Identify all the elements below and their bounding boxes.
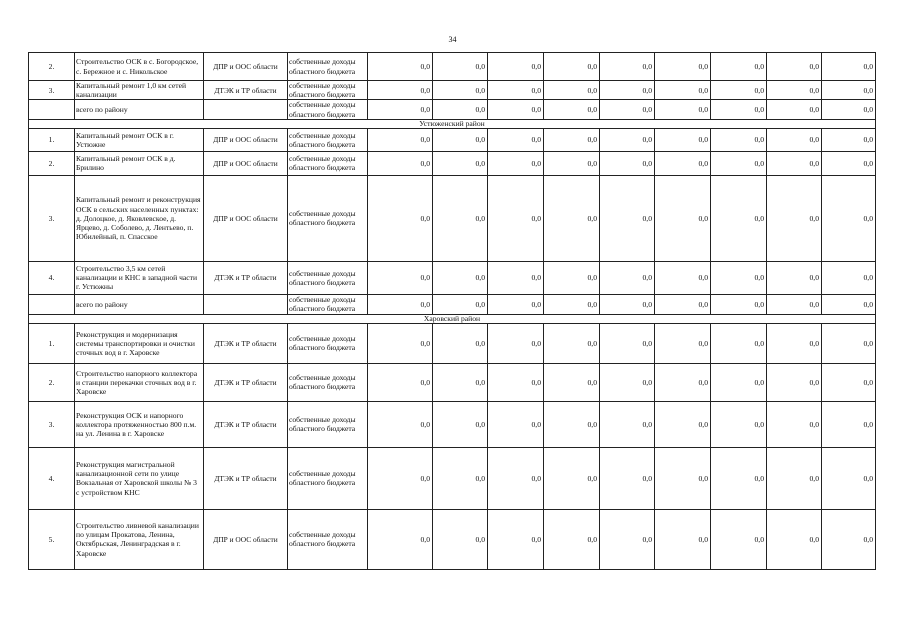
table-row <box>29 509 876 569</box>
responsible-org: ДТЭК и ТР области <box>204 323 288 363</box>
funding-source: собственные доходы областного бюджета <box>288 261 368 294</box>
amount-cell: 0,0 <box>655 151 711 175</box>
amount-cell: 0,0 <box>711 323 767 363</box>
amount-cell: 0,0 <box>544 447 600 509</box>
program-table <box>28 52 876 570</box>
amount-cell: 0,0 <box>655 81 711 100</box>
amount-cell: 0,0 <box>544 100 600 119</box>
amount-cell: 0,0 <box>822 151 876 175</box>
project-title: всего по району <box>75 294 204 314</box>
amount-cell: 0,0 <box>433 100 488 119</box>
funding-source: собственные доходы областного бюджета <box>288 151 368 175</box>
district-header-row <box>29 314 876 323</box>
row-number: 5. <box>29 509 75 569</box>
amount-cell: 0,0 <box>655 100 711 119</box>
amount-cell: 0,0 <box>600 323 655 363</box>
amount-cell: 0,0 <box>767 323 822 363</box>
amount-cell: 0,0 <box>544 401 600 447</box>
table-row <box>29 151 876 175</box>
amount-cell: 0,0 <box>767 53 822 81</box>
funding-source: собственные доходы областного бюджета <box>288 323 368 363</box>
amount-cell: 0,0 <box>600 53 655 81</box>
amount-cell: 0,0 <box>767 100 822 119</box>
amount-cell: 0,0 <box>488 261 544 294</box>
amount-cell: 0,0 <box>544 128 600 151</box>
project-title: Капитальный ремонт 1,0 км сетей канализации <box>75 81 204 100</box>
amount-cell: 0,0 <box>488 53 544 81</box>
responsible-org <box>204 294 288 314</box>
amount-cell: 0,0 <box>767 509 822 569</box>
amount-cell: 0,0 <box>600 447 655 509</box>
amount-cell: 0,0 <box>433 53 488 81</box>
amount-cell: 0,0 <box>368 447 433 509</box>
amount-cell: 0,0 <box>368 509 433 569</box>
amount-cell: 0,0 <box>655 294 711 314</box>
amount-cell: 0,0 <box>711 509 767 569</box>
amount-cell: 0,0 <box>433 128 488 151</box>
project-title: Капитальный ремонт и реконструкция ОСК в сельских населенных пунктах: д. Долоцкое, д. Яковлевское, д. Ярцево, д. Соболево, д. Лентьево, п. Юбилейный, п. Спасское <box>75 175 204 261</box>
amount-cell: 0,0 <box>488 294 544 314</box>
amount-cell: 0,0 <box>655 509 711 569</box>
amount-cell: 0,0 <box>368 100 433 119</box>
funding-source: собственные доходы областного бюджета <box>288 447 368 509</box>
amount-cell: 0,0 <box>600 100 655 119</box>
amount-cell: 0,0 <box>767 81 822 100</box>
amount-cell: 0,0 <box>544 53 600 81</box>
amount-cell: 0,0 <box>544 363 600 401</box>
responsible-org: ДПР и ООС области <box>204 53 288 81</box>
row-number <box>29 100 75 119</box>
amount-cell: 0,0 <box>767 151 822 175</box>
project-title: Строительство ОСК в с. Богородское, с. Бережное и с. Никольское <box>75 53 204 81</box>
amount-cell: 0,0 <box>655 53 711 81</box>
table-row <box>29 81 876 100</box>
amount-cell: 0,0 <box>655 175 711 261</box>
row-number: 3. <box>29 401 75 447</box>
amount-cell: 0,0 <box>711 81 767 100</box>
project-title: Капитальный ремонт ОСК в д. Брилино <box>75 151 204 175</box>
amount-cell: 0,0 <box>600 401 655 447</box>
amount-cell: 0,0 <box>433 175 488 261</box>
amount-cell: 0,0 <box>767 261 822 294</box>
amount-cell: 0,0 <box>822 53 876 81</box>
amount-cell: 0,0 <box>822 294 876 314</box>
amount-cell: 0,0 <box>711 100 767 119</box>
amount-cell: 0,0 <box>711 447 767 509</box>
amount-cell: 0,0 <box>711 128 767 151</box>
amount-cell: 0,0 <box>368 53 433 81</box>
project-title: Реконструкция магистральной канализационной сети по улице Вокзальная от Харовской школы № 3 с устройством КНС <box>75 447 204 509</box>
row-number: 2. <box>29 363 75 401</box>
table-row <box>29 175 876 261</box>
amount-cell: 0,0 <box>655 128 711 151</box>
amount-cell: 0,0 <box>368 401 433 447</box>
responsible-org: ДПР и ООС области <box>204 175 288 261</box>
amount-cell: 0,0 <box>822 81 876 100</box>
amount-cell: 0,0 <box>711 151 767 175</box>
row-number: 1. <box>29 323 75 363</box>
amount-cell: 0,0 <box>711 261 767 294</box>
amount-cell: 0,0 <box>655 447 711 509</box>
amount-cell: 0,0 <box>655 401 711 447</box>
table-row <box>29 447 876 509</box>
amount-cell: 0,0 <box>600 509 655 569</box>
amount-cell: 0,0 <box>488 447 544 509</box>
amount-cell: 0,0 <box>600 151 655 175</box>
table-row <box>29 323 876 363</box>
row-number: 3. <box>29 175 75 261</box>
amount-cell: 0,0 <box>822 175 876 261</box>
district-name: Харовский район <box>29 314 876 323</box>
amount-cell: 0,0 <box>767 401 822 447</box>
amount-cell: 0,0 <box>368 294 433 314</box>
funding-source: собственные доходы областного бюджета <box>288 100 368 119</box>
amount-cell: 0,0 <box>600 363 655 401</box>
amount-cell: 0,0 <box>433 81 488 100</box>
amount-cell: 0,0 <box>655 261 711 294</box>
amount-cell: 0,0 <box>368 81 433 100</box>
funding-source: собственные доходы областного бюджета <box>288 175 368 261</box>
amount-cell: 0,0 <box>488 323 544 363</box>
amount-cell: 0,0 <box>711 294 767 314</box>
amount-cell: 0,0 <box>488 100 544 119</box>
project-title: Реконструкция ОСК и напорного коллектора протяженностью 800 п.м. на ул. Ленина в г. Харовске <box>75 401 204 447</box>
district-header-row <box>29 119 876 128</box>
amount-cell: 0,0 <box>433 294 488 314</box>
amount-cell: 0,0 <box>767 294 822 314</box>
table-row <box>29 363 876 401</box>
responsible-org: ДПР и ООС области <box>204 509 288 569</box>
amount-cell: 0,0 <box>767 128 822 151</box>
amount-cell: 0,0 <box>368 363 433 401</box>
amount-cell: 0,0 <box>544 261 600 294</box>
amount-cell: 0,0 <box>368 323 433 363</box>
amount-cell: 0,0 <box>822 509 876 569</box>
amount-cell: 0,0 <box>822 401 876 447</box>
row-number: 2. <box>29 151 75 175</box>
table-row <box>29 294 876 314</box>
amount-cell: 0,0 <box>368 175 433 261</box>
funding-source: собственные доходы областного бюджета <box>288 363 368 401</box>
project-title: Реконструкция и модернизация системы транспортировки и очистки сточных вод в г. Харовске <box>75 323 204 363</box>
amount-cell: 0,0 <box>368 261 433 294</box>
responsible-org: ДТЭК и ТР области <box>204 363 288 401</box>
amount-cell: 0,0 <box>600 175 655 261</box>
amount-cell: 0,0 <box>433 509 488 569</box>
table-row <box>29 261 876 294</box>
amount-cell: 0,0 <box>822 128 876 151</box>
amount-cell: 0,0 <box>600 261 655 294</box>
funding-source: собственные доходы областного бюджета <box>288 294 368 314</box>
responsible-org: ДТЭК и ТР области <box>204 261 288 294</box>
amount-cell: 0,0 <box>544 175 600 261</box>
amount-cell: 0,0 <box>488 151 544 175</box>
amount-cell: 0,0 <box>544 509 600 569</box>
row-number <box>29 294 75 314</box>
amount-cell: 0,0 <box>488 128 544 151</box>
amount-cell: 0,0 <box>655 323 711 363</box>
responsible-org: ДТЭК и ТР области <box>204 401 288 447</box>
amount-cell: 0,0 <box>433 447 488 509</box>
project-title: Капитальный ремонт ОСК в г. Устюжне <box>75 128 204 151</box>
amount-cell: 0,0 <box>488 363 544 401</box>
project-title: всего по району <box>75 100 204 119</box>
amount-cell: 0,0 <box>488 509 544 569</box>
amount-cell: 0,0 <box>822 363 876 401</box>
amount-cell: 0,0 <box>433 151 488 175</box>
table-row <box>29 128 876 151</box>
amount-cell: 0,0 <box>711 175 767 261</box>
responsible-org: ДПР и ООС области <box>204 128 288 151</box>
amount-cell: 0,0 <box>711 401 767 447</box>
page-number: 34 <box>448 35 457 44</box>
responsible-org: ДТЭК и ТР области <box>204 447 288 509</box>
amount-cell: 0,0 <box>822 261 876 294</box>
responsible-org <box>204 100 288 119</box>
district-name: Устюженский район <box>29 119 876 128</box>
table-row <box>29 401 876 447</box>
funding-source: собственные доходы областного бюджета <box>288 401 368 447</box>
amount-cell: 0,0 <box>600 294 655 314</box>
amount-cell: 0,0 <box>600 128 655 151</box>
amount-cell: 0,0 <box>711 363 767 401</box>
amount-cell: 0,0 <box>767 447 822 509</box>
amount-cell: 0,0 <box>544 151 600 175</box>
table-row <box>29 53 876 81</box>
amount-cell: 0,0 <box>767 363 822 401</box>
amount-cell: 0,0 <box>433 323 488 363</box>
responsible-org: ДПР и ООС области <box>204 151 288 175</box>
amount-cell: 0,0 <box>488 401 544 447</box>
row-number: 2. <box>29 53 75 81</box>
amount-cell: 0,0 <box>433 363 488 401</box>
amount-cell: 0,0 <box>822 323 876 363</box>
row-number: 4. <box>29 447 75 509</box>
funding-source: собственные доходы областного бюджета <box>288 128 368 151</box>
amount-cell: 0,0 <box>488 175 544 261</box>
amount-cell: 0,0 <box>655 363 711 401</box>
amount-cell: 0,0 <box>544 81 600 100</box>
amount-cell: 0,0 <box>544 323 600 363</box>
project-title: Строительство ливневой канализации по улицам Прокатова, Ленина, Октябрьская, Ленинградская в г. Харовске <box>75 509 204 569</box>
amount-cell: 0,0 <box>368 151 433 175</box>
amount-cell: 0,0 <box>822 447 876 509</box>
row-number: 3. <box>29 81 75 100</box>
funding-source: собственные доходы областного бюджета <box>288 509 368 569</box>
amount-cell: 0,0 <box>433 261 488 294</box>
amount-cell: 0,0 <box>368 128 433 151</box>
table-row <box>29 100 876 119</box>
amount-cell: 0,0 <box>767 175 822 261</box>
project-title: Строительство 3,5 км сетей канализации и КНС в западной части г. Устюжны <box>75 261 204 294</box>
amount-cell: 0,0 <box>544 294 600 314</box>
amount-cell: 0,0 <box>711 53 767 81</box>
funding-source: собственные доходы областного бюджета <box>288 81 368 100</box>
responsible-org: ДТЭК и ТР области <box>204 81 288 100</box>
project-title: Строительство напорного коллектора и станции перекачки сточных вод в г. Харовске <box>75 363 204 401</box>
row-number: 4. <box>29 261 75 294</box>
amount-cell: 0,0 <box>600 81 655 100</box>
amount-cell: 0,0 <box>433 401 488 447</box>
amount-cell: 0,0 <box>488 81 544 100</box>
row-number: 1. <box>29 128 75 151</box>
amount-cell: 0,0 <box>822 100 876 119</box>
funding-source: собственные доходы областного бюджета <box>288 53 368 81</box>
